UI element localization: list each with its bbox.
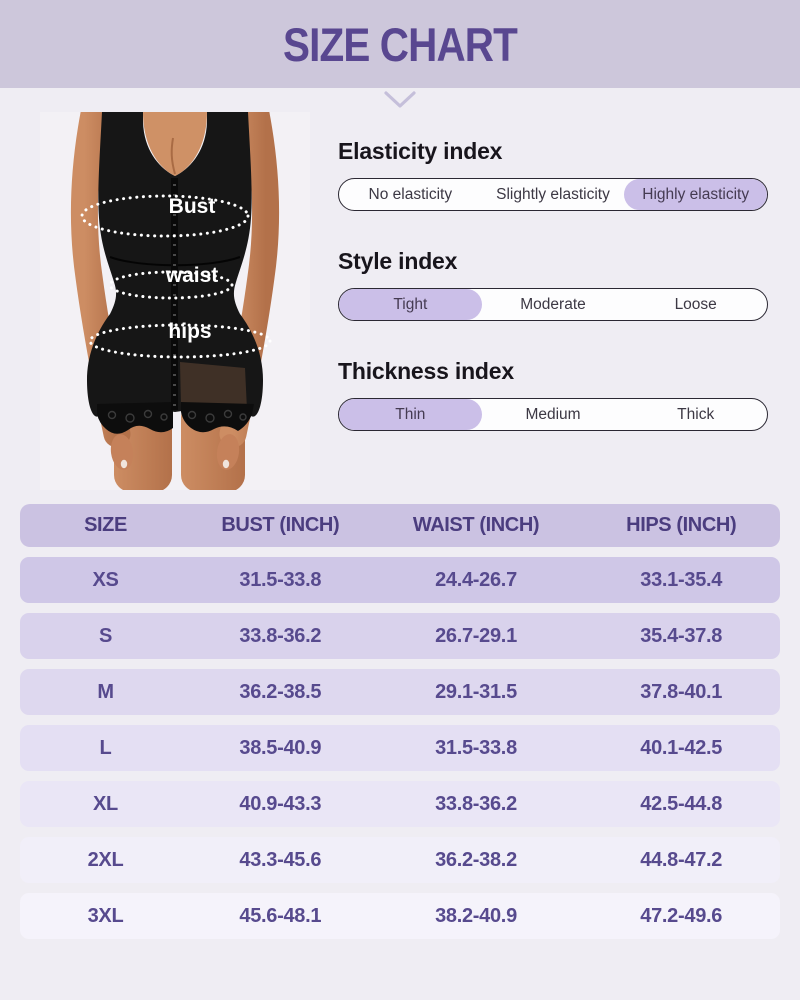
column-header-size: SIZE: [84, 514, 127, 536]
index-option-highly-elasticity[interactable]: Highly elasticity: [624, 179, 767, 210]
index-option-tight[interactable]: Tight: [339, 289, 482, 320]
title-banner: [0, 0, 800, 88]
cell-hips: 47.2-49.6: [640, 904, 723, 927]
cell-hips: 33.1-35.4: [640, 568, 723, 591]
elasticity-index-title: Elasticity index: [338, 138, 503, 164]
elasticity-index-section: [338, 138, 768, 211]
cell-waist: 33.8-36.2: [435, 792, 517, 815]
cell-waist: 26.7-29.1: [435, 624, 517, 647]
waist-label: waist: [165, 264, 219, 287]
thickness-index-bar: [338, 398, 768, 431]
cell-bust: 43.3-45.6: [239, 848, 322, 871]
cell-bust: 38.5-40.9: [239, 736, 322, 759]
index-option-thick[interactable]: Thick: [677, 405, 715, 423]
table-row-xl: [20, 781, 780, 827]
cell-size: S: [98, 624, 113, 647]
cell-bust: 40.9-43.3: [239, 792, 322, 815]
index-panels: [338, 138, 768, 468]
elasticity-index-bar: [338, 178, 768, 211]
bust-label: Bust: [168, 195, 216, 218]
column-header-hips: HIPS (INCH): [626, 514, 737, 536]
hips-label: hips: [168, 320, 212, 343]
cell-hips: 37.8-40.1: [640, 680, 723, 703]
index-option-medium[interactable]: Medium: [525, 405, 581, 423]
cell-size: XL: [93, 792, 118, 815]
cell-size: L: [99, 736, 112, 759]
index-option-moderate[interactable]: Moderate: [520, 295, 586, 313]
cell-hips: 42.5-44.8: [640, 792, 723, 815]
table-row-s: [20, 613, 780, 659]
cell-bust: 45.6-48.1: [239, 904, 322, 927]
table-row-2xl: [20, 837, 780, 883]
thickness-index-section: [338, 358, 768, 431]
index-option-thin[interactable]: Thin: [339, 399, 482, 430]
cell-waist: 38.2-40.9: [435, 904, 517, 927]
thickness-index-title: Thickness index: [338, 358, 514, 384]
cell-hips: 40.1-42.5: [640, 736, 723, 759]
cell-waist: 36.2-38.2: [435, 848, 517, 871]
table-row-l: [20, 725, 780, 771]
size-table-header: [20, 504, 780, 547]
size-table-body: [20, 557, 780, 939]
index-option-loose[interactable]: Loose: [674, 295, 717, 313]
style-index-title: Style index: [338, 248, 458, 274]
page-title: SIZE CHART: [283, 17, 517, 71]
column-header-waist: WAIST (INCH): [412, 514, 540, 536]
cell-hips: 44.8-47.2: [640, 848, 723, 871]
right-nail: [223, 460, 229, 468]
style-index-bar: [338, 288, 768, 321]
cell-size: 2XL: [87, 848, 124, 871]
index-option-slightly-elasticity[interactable]: Slightly elasticity: [496, 185, 610, 203]
left-nail: [121, 460, 127, 468]
cell-bust: 36.2-38.5: [239, 680, 322, 703]
table-row-m: [20, 669, 780, 715]
cell-waist: 24.4-26.7: [435, 568, 517, 591]
chevron-down-icon: [0, 88, 800, 112]
size-table: [20, 504, 780, 939]
cell-size: 3XL: [87, 904, 124, 927]
chevron-down-icon-glyph: [380, 90, 420, 110]
cell-waist: 31.5-33.8: [435, 736, 517, 759]
table-row-3xl: [20, 893, 780, 939]
cell-waist: 29.1-31.5: [435, 680, 517, 703]
main-section: [0, 112, 800, 504]
cell-bust: 33.8-36.2: [239, 624, 322, 647]
index-option-no-elasticity[interactable]: No elasticity: [368, 185, 453, 203]
style-index-section: [338, 248, 768, 321]
cell-bust: 31.5-33.8: [239, 568, 322, 591]
column-header-bust: BUST (INCH): [221, 514, 340, 536]
cell-size: XS: [92, 568, 119, 591]
cell-hips: 35.4-37.8: [640, 624, 723, 647]
cell-size: M: [97, 680, 114, 703]
table-row-xs: [20, 557, 780, 603]
shapewear-model-image: [40, 112, 310, 490]
